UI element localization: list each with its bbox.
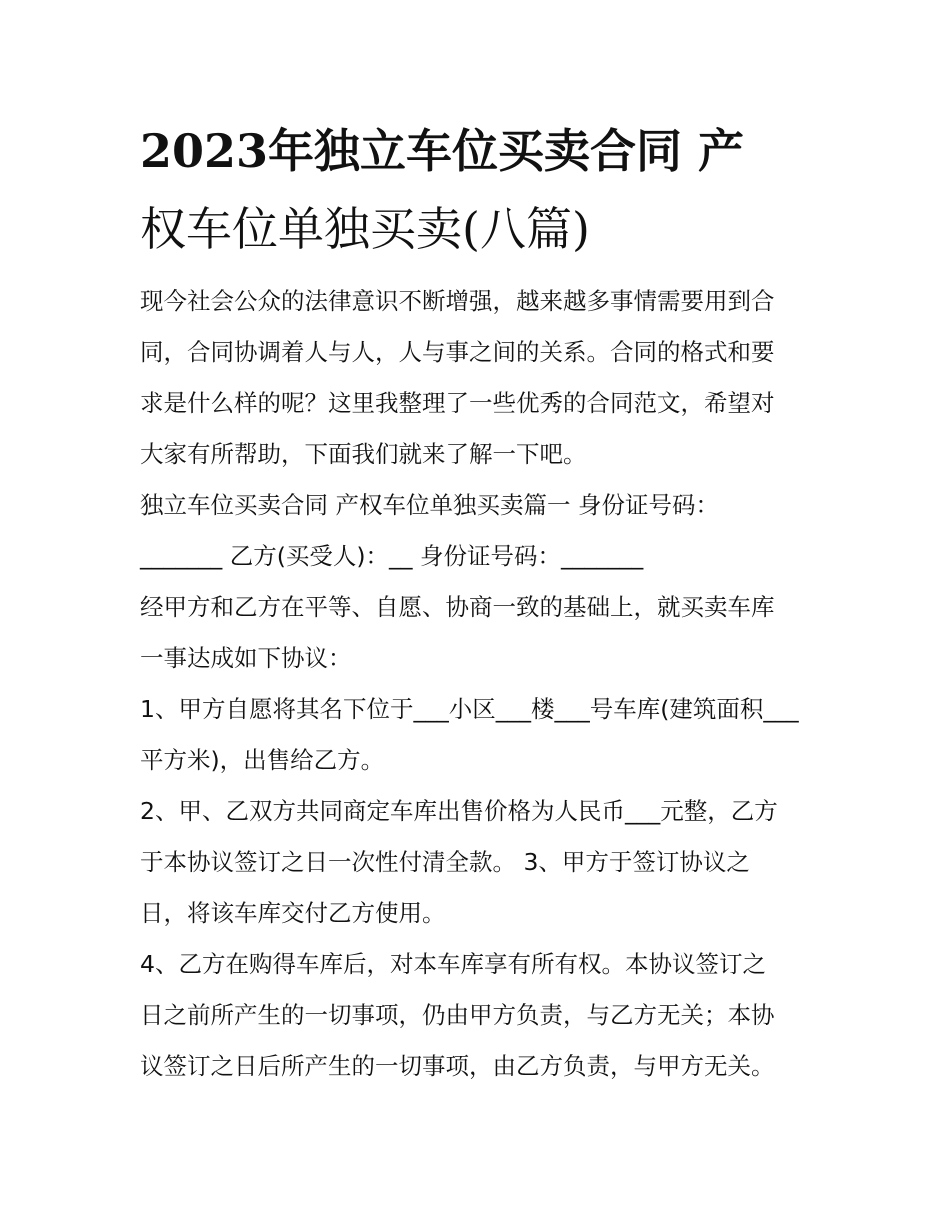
text-line-10: 平方米)，出售给乙方。 (140, 746, 385, 774)
text-line-7: 经甲方和乙方在平等、自愿、协商一致的基础上，就买卖车库 (140, 593, 775, 621)
text-line-8: 一事达成如下协议： (140, 644, 352, 672)
document-body (140, 276, 820, 1092)
text-line-13: 日，将该车库交付乙方使用。 (140, 899, 446, 927)
document-title (140, 112, 820, 268)
text-line-3: 求是什么样的呢？这里我整理了一些优秀的合同范文，希望对 (140, 389, 775, 417)
text-line-5: 独立车位买卖合同 产权车位单独买卖篇一 身份证号码： (140, 491, 719, 519)
text-line-4: 大家有所帮助，下面我们就来了解一下吧。 (140, 440, 587, 468)
text-line-11: 2、甲、乙双方共同商定车库出售价格为人民币___元整，乙方 (140, 797, 778, 825)
text-line-14: 4、乙方在购得车库后，对本车库享有所有权。本协议签订之 (140, 950, 766, 978)
title-line-2: 权车位单独买卖(八篇) (140, 202, 590, 256)
text-line-6: _______ 乙方(买受人)：__ 身份证号码：_______ (140, 542, 644, 570)
text-line-16: 议签订之日后所产生的一切事项，由乙方负责，与甲方无关。 (140, 1052, 775, 1080)
document-content (140, 112, 820, 1092)
text-line-15: 日之前所产生的一切事项，仍由甲方负责，与乙方无关；本协 (140, 1001, 775, 1029)
text-line-2: 同，合同协调着人与人，人与事之间的关系。合同的格式和要 (140, 338, 775, 366)
text-line-12: 于本协议签订之日一次性付清全款。 3、甲方于签订协议之 (140, 848, 750, 876)
text-line-1: 现今社会公众的法律意识不断增强，越来越多事情需要用到合 (140, 287, 775, 315)
text-line-9: 1、甲方自愿将其名下位于___小区___楼___号车库(建筑面积___ (140, 695, 799, 723)
title-line-1: 2023年独立车位买卖合同 产 (140, 124, 745, 178)
